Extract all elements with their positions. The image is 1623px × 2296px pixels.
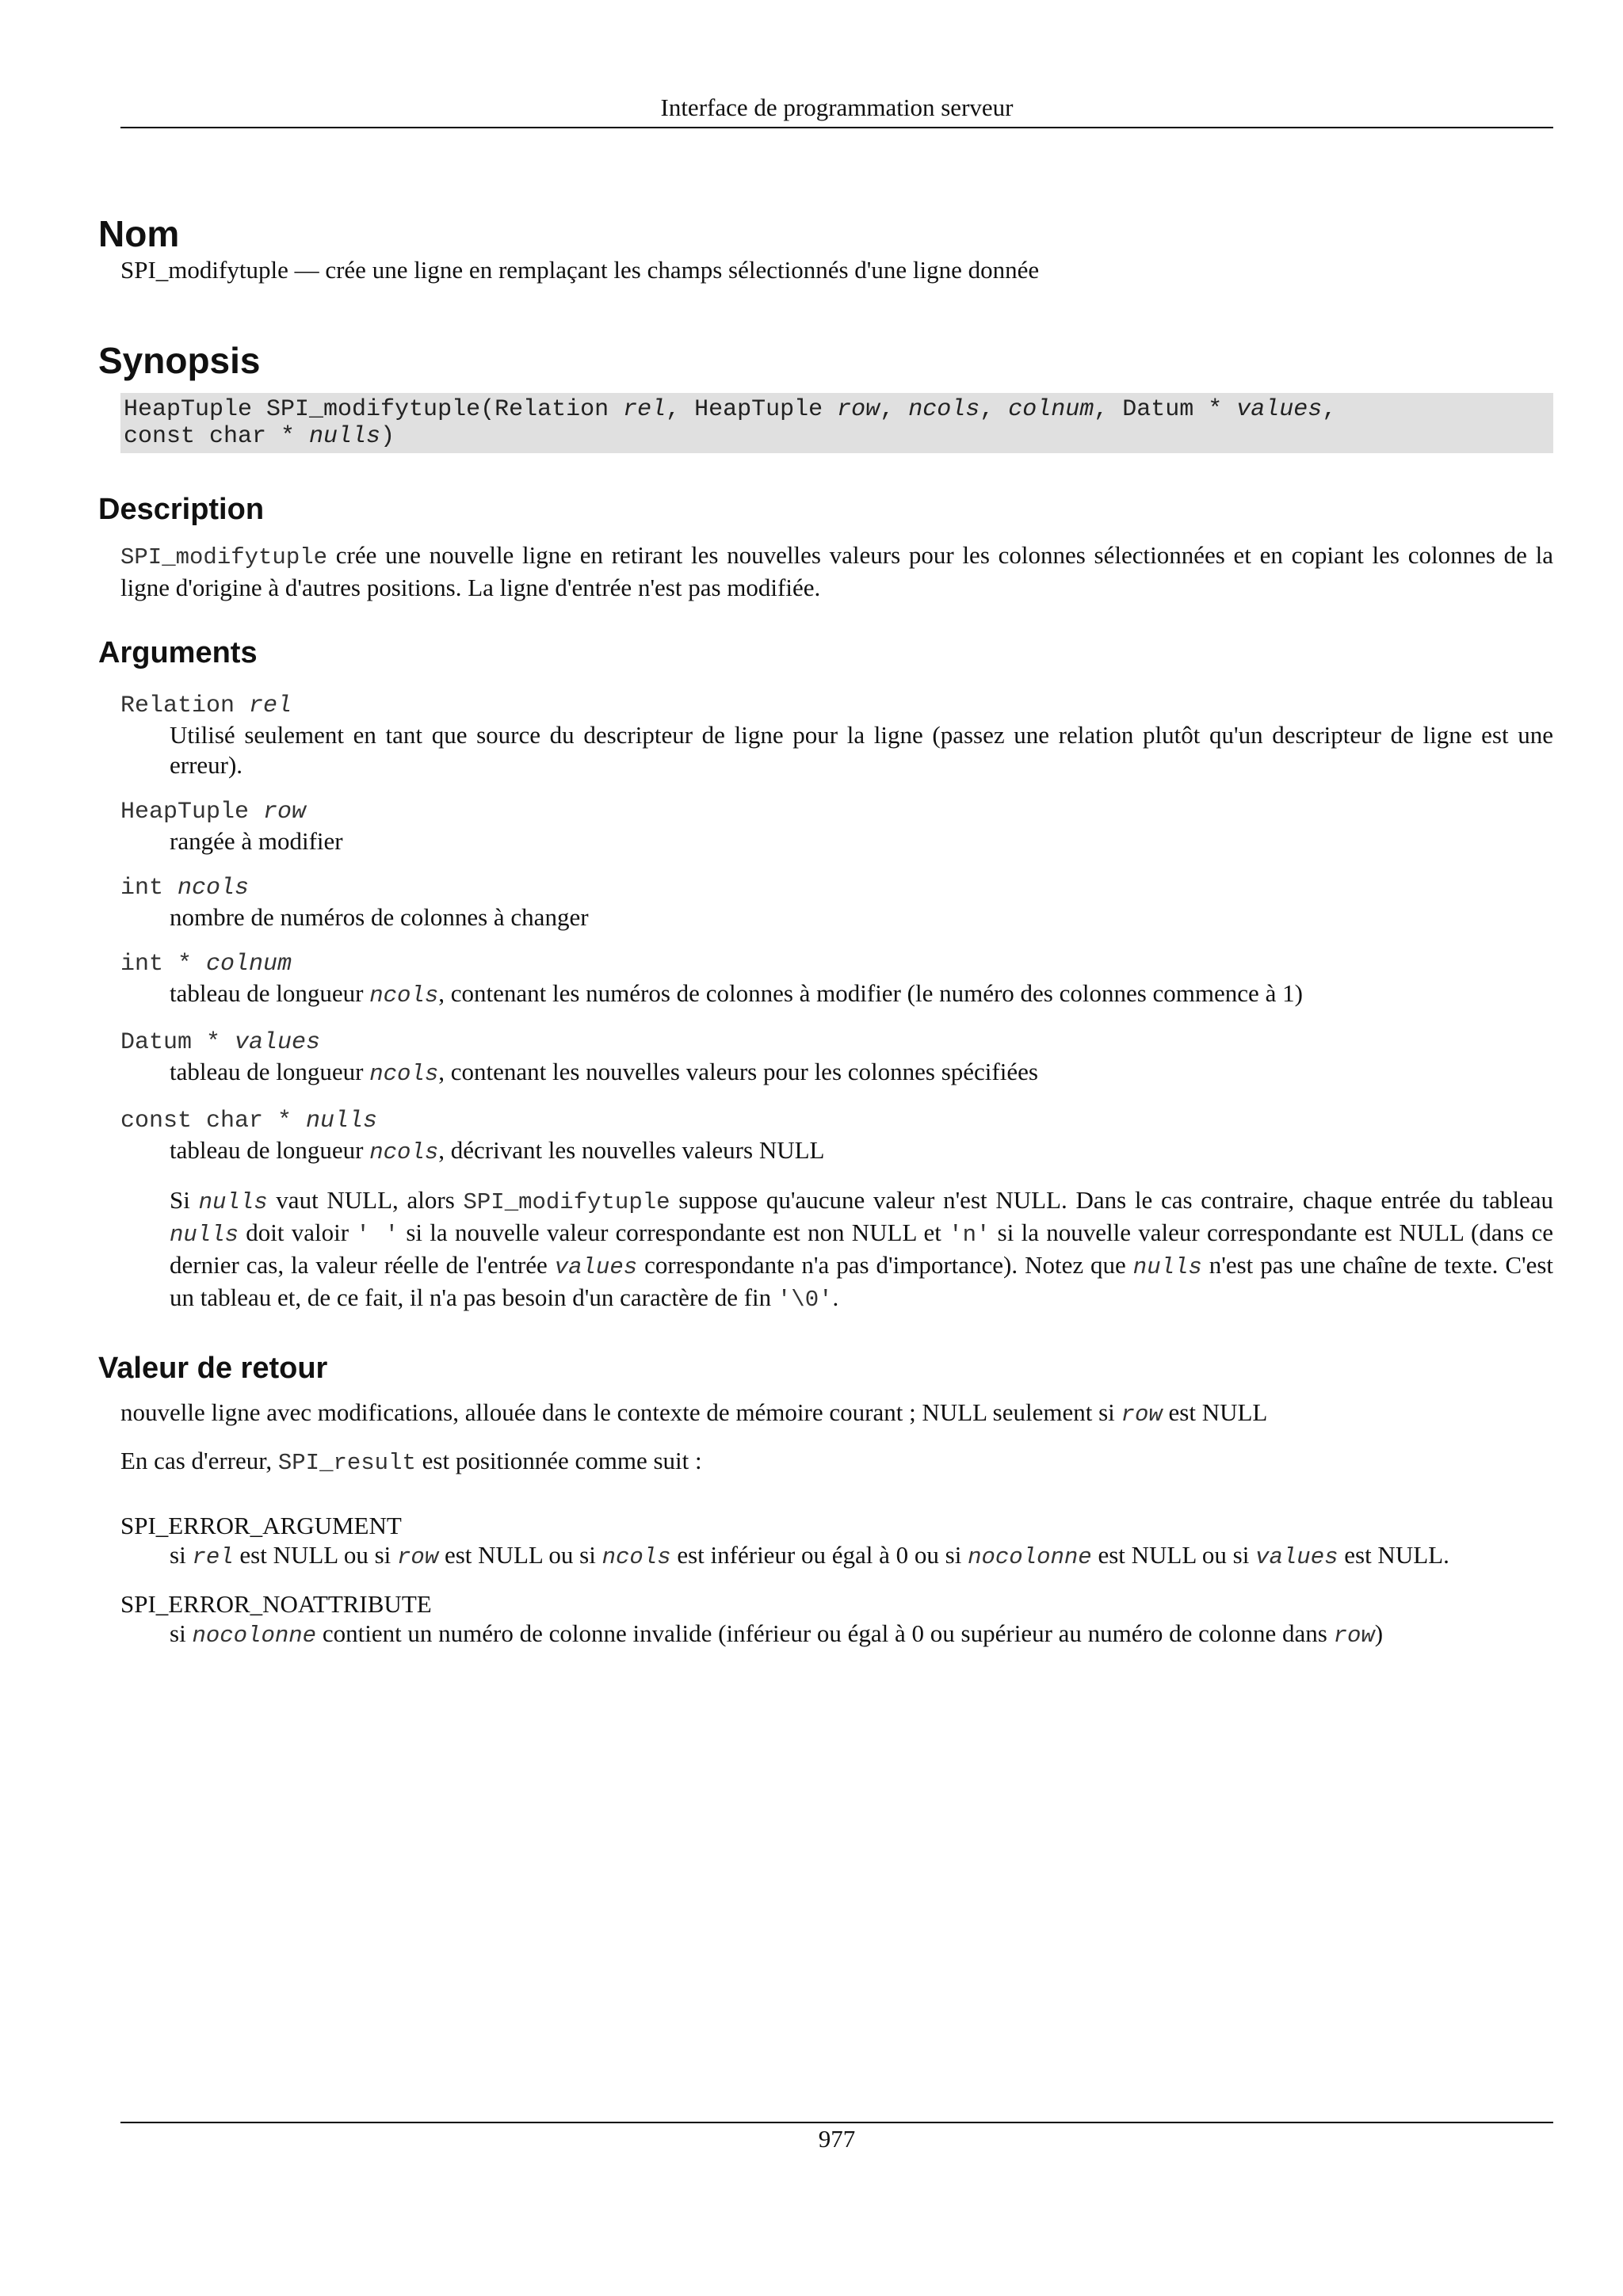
inline-code: ' '	[356, 1222, 399, 1248]
nom-text: SPI_modifytuple — crée une ligne en remplaçant les champs sélectionnés d'une ligne donnée	[120, 256, 1040, 284]
note-text: vaut NULL, alors	[267, 1186, 464, 1214]
synopsis-part: const char *	[124, 423, 310, 450]
retour-p2	[120, 1446, 1553, 1478]
synopsis-part: ,	[880, 396, 909, 423]
argument-name: values	[235, 1029, 321, 1056]
argument-definition	[170, 1057, 1553, 1089]
description-body: crée une nouvelle ligne en retirant les nouvelles valeurs pour les colonnes sélectionnées et en copiant les colonnes de la ligne d'origine à d'autres positions. La ligne d'entrée n'est pas modifiée.	[120, 541, 1553, 601]
header-rule	[120, 127, 1553, 128]
retour-text: est NULL	[1162, 1398, 1268, 1426]
note-text: .	[832, 1283, 839, 1311]
retour-text: nouvelle ligne avec modifications, allouée dans le contexte de mémoire courant ; NULL seulement si	[120, 1398, 1121, 1426]
error-definition	[170, 1619, 1553, 1651]
inline-code: row	[397, 1544, 439, 1570]
err-text: )	[1374, 1619, 1384, 1647]
argument-term	[120, 1028, 1553, 1057]
argument-rel	[98, 692, 1553, 780]
argument-type: const char *	[120, 1108, 307, 1135]
inline-code: '\0'	[777, 1287, 833, 1313]
synopsis-param: row	[837, 396, 880, 423]
error-term: SPI_ERROR_ARGUMENT	[120, 1512, 402, 1539]
argument-name: nulls	[306, 1108, 378, 1135]
retour-text: est positionnée comme suit :	[415, 1447, 702, 1474]
page-number: 977	[818, 2125, 856, 2153]
synopsis-param: ncols	[908, 396, 980, 423]
synopsis-part: ,	[1322, 396, 1337, 423]
inline-code: ncols	[369, 1139, 439, 1165]
nulls-note	[170, 1185, 1553, 1315]
synopsis-heading: Synopsis	[98, 340, 261, 381]
argument-type: Datum *	[120, 1029, 235, 1056]
inline-code: ncols	[369, 982, 439, 1009]
synopsis-part: )	[380, 423, 395, 450]
def-text: , décrivant les nouvelles valeurs NULL	[438, 1136, 825, 1164]
argument-type: HeapTuple	[120, 799, 264, 826]
error-term: SPI_ERROR_NOATTRIBUTE	[120, 1590, 432, 1618]
def-text: tableau de longueur	[170, 1058, 370, 1085]
argument-name: ncols	[178, 875, 250, 902]
inline-code: nocolonne	[192, 1623, 317, 1649]
running-header: Interface de programmation serveur	[660, 93, 1014, 121]
argument-name: rel	[249, 692, 292, 719]
argument-definition: nombre de numéros de colonnes à changer	[170, 903, 589, 931]
argument-term	[120, 950, 1553, 978]
inline-code: SPI_modifytuple	[120, 544, 328, 570]
inline-code: SPI_result	[277, 1450, 416, 1476]
argument-term	[120, 874, 1553, 902]
error-argument	[98, 1512, 1553, 1573]
synopsis-param: rel	[623, 396, 666, 423]
inline-code: nulls	[170, 1222, 239, 1248]
argument-definition: rangée à modifier	[170, 827, 343, 855]
synopsis-param: values	[1236, 396, 1323, 423]
retour-heading: Valeur de retour	[98, 1352, 328, 1385]
argument-term	[120, 1107, 1553, 1135]
argument-term	[120, 798, 1553, 826]
argument-nulls	[98, 1107, 1553, 1315]
note-text: si la nouvelle valeur correspondante est non NULL et	[399, 1219, 949, 1246]
argument-name: row	[263, 799, 307, 826]
argument-definition	[170, 978, 1553, 1011]
argument-definition: Utilisé seulement en tant que source du descripteur de ligne pour la ligne (passez une relation plutôt qu'un descripteur de ligne est une erreur).	[170, 721, 1553, 779]
err-text: est inférieur ou égal à 0 ou si	[670, 1541, 968, 1569]
retour-text: En cas d'erreur,	[120, 1447, 278, 1474]
inline-code: SPI_modifytuple	[463, 1189, 670, 1215]
inline-code: ncols	[369, 1061, 439, 1087]
note-text: suppose qu'aucune valeur n'est NULL. Dans le cas contraire, chaque entrée du tableau	[670, 1186, 1554, 1214]
argument-type: int	[120, 875, 178, 902]
inline-code: values	[554, 1254, 638, 1280]
argument-definition	[170, 1135, 1553, 1168]
def-text: tableau de longueur	[170, 979, 370, 1007]
err-text: est NULL ou si	[233, 1541, 398, 1569]
inline-code: row	[1121, 1402, 1163, 1428]
inline-code: nulls	[1132, 1254, 1202, 1280]
description-heading: Description	[98, 493, 265, 526]
inline-code: 'n'	[949, 1222, 991, 1248]
error-noattribute	[98, 1590, 1553, 1651]
argument-type: int *	[120, 951, 207, 978]
def-text: , contenant les numéros de colonnes à modifier (le numéro des colonnes commence à 1)	[438, 979, 1303, 1007]
synopsis-code	[120, 393, 1553, 453]
inline-code: row	[1333, 1623, 1375, 1649]
synopsis-line-2	[124, 423, 1550, 450]
note-text: n'est pas une chaîne de texte. C'est un tableau et, de ce fait, il n'a pas besoin d'un caractère de fin	[170, 1251, 1554, 1311]
synopsis-line-1	[124, 396, 1550, 423]
err-text: est NULL.	[1338, 1541, 1449, 1569]
err-text: contient un numéro de colonne invalide (inférieur ou égal à 0 ou supérieur au numéro de colonne dans	[316, 1619, 1334, 1647]
retour-p1	[120, 1398, 1553, 1430]
inline-code: ncols	[601, 1544, 671, 1570]
argument-term	[120, 692, 1553, 720]
synopsis-part: , Datum *	[1094, 396, 1237, 423]
note-text: si la nouvelle valeur correspondante est NULL (dans ce dernier cas, la valeur réelle de l'entrée	[170, 1219, 1553, 1279]
argument-values	[98, 1028, 1553, 1089]
argument-colnum	[98, 950, 1553, 1011]
inline-code: values	[1255, 1544, 1338, 1570]
def-text: tableau de longueur	[170, 1136, 370, 1164]
synopsis-param: nulls	[309, 423, 381, 450]
arguments-heading: Arguments	[98, 636, 258, 669]
content	[98, 212, 1553, 1651]
note-text: Si	[170, 1186, 199, 1214]
err-text: si	[170, 1619, 193, 1647]
synopsis-part: HeapTuple SPI_modifytuple(Relation	[124, 396, 624, 423]
description-text	[120, 540, 1553, 603]
synopsis-part: , HeapTuple	[666, 396, 838, 423]
note-text: correspondante n'a pas d'importance). Notez que	[637, 1251, 1133, 1279]
note-text: doit valoir	[239, 1219, 357, 1246]
err-text: si	[170, 1541, 193, 1569]
argument-name: colnum	[206, 951, 292, 978]
nom-heading: Nom	[98, 213, 180, 254]
err-text: est NULL ou si	[1091, 1541, 1256, 1569]
def-text: , contenant les nouvelles valeurs pour les colonnes spécifiées	[438, 1058, 1038, 1085]
error-definition	[170, 1540, 1553, 1573]
argument-type: Relation	[120, 692, 250, 719]
argument-row	[98, 798, 1553, 856]
inline-code: nulls	[198, 1189, 268, 1215]
err-text: est NULL ou si	[438, 1541, 602, 1569]
inline-code: rel	[192, 1544, 234, 1570]
synopsis-param: colnum	[1008, 396, 1094, 423]
synopsis-part: ,	[980, 396, 1009, 423]
inline-code: nocolonne	[968, 1544, 1092, 1570]
argument-ncols	[98, 874, 1553, 933]
